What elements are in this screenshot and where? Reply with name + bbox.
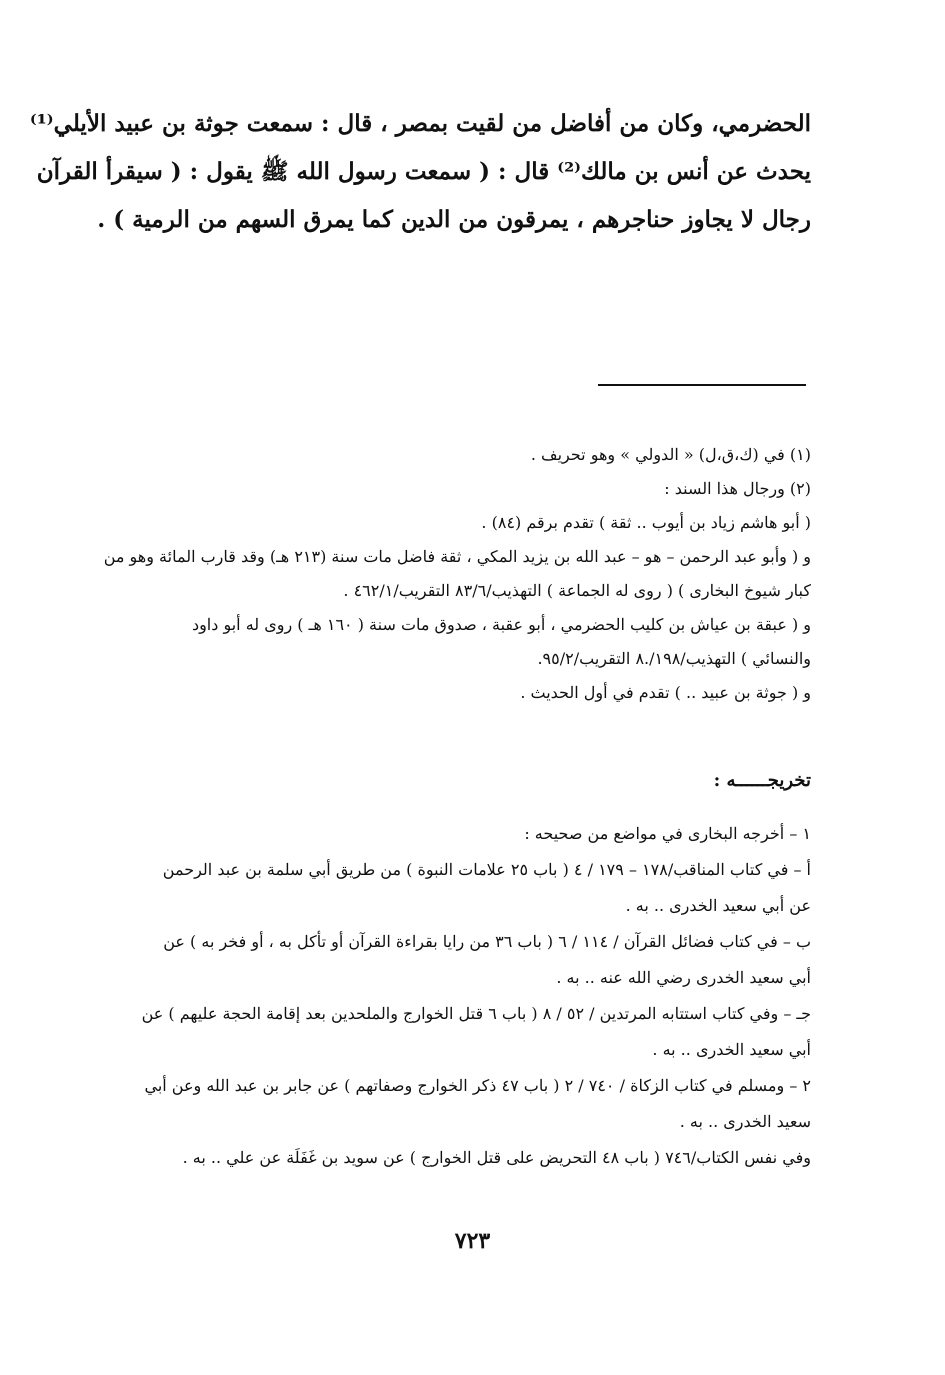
footnote-1: (١) في (ك،ق،ل) « الدولي » وهو تحريف . — [530, 445, 811, 464]
footnote-narrator: و ( جوثة بن عبيد .. ) تقدم في أول الحديث . — [520, 683, 811, 702]
main-line: يحدث عن أنس بن مالك⁽²⁾ قال : ( سمعت رسول الله ﷺ يقول : ( سيقرأ القرآن — [36, 158, 811, 185]
takhrij-line: عن أبي سعيد الخدرى .. به . — [625, 896, 811, 915]
takhrij-line: أبي سعيد الخدرى .. به . — [652, 1040, 811, 1059]
footnotes — [103, 438, 811, 710]
takhrij-line: وفي نفس الكتاب/٧٤٦ ( باب ٤٨ التحريض على قتل الخوارج ) عن سويد بن غَفَلَة عن علي .. به . — [182, 1148, 811, 1167]
takhrij-section — [121, 816, 811, 1176]
footnote-narrator: كبار شيوخ البخارى ) ( روى له الجماعة ) التهذيب/٨٣/٦ التقريب/٤٦٢/١ . — [343, 581, 811, 600]
takhrij-line: ١ – أخرجه البخارى في مواضع من صحيحه : — [524, 824, 811, 843]
takhrij-line: ب – في كتاب فضائل القرآن / ١١٤ / ٦ ( باب ٣٦ من رايا بقراءة القرآن أو تأكل به ، أو فخر به ) عن — [163, 932, 811, 951]
footnote-narrator: ( أبو هاشم زياد بن أيوب .. ثقة ) تقدم برقم (٨٤) . — [481, 513, 811, 532]
footnote-2: (٢) ورجال هذا السند : — [664, 479, 811, 498]
takhrij-line: ٢ – ومسلم في كتاب الزكاة / ٧٤٠ / ٢ ( باب ٤٧ ذكر الخوارج وصفاتهم ) عن جابر بن عبد الله وعن أبي — [144, 1076, 811, 1095]
main-text — [29, 100, 811, 244]
takhrij-line: أ – في كتاب المناقب/١٧٨ – ١٧٩ / ٤ ( باب ٢٥ علامات النبوة ) من طريق أبي سلمة بن عبد الرحمن — [162, 860, 811, 879]
main-line: رجال لا يجاوز حناجرهم ، يمرقون من الدين كما يمرق السهم من الرمية ) . — [97, 206, 811, 233]
footnote-narrator: والنسائي ) التهذيب/١٩٨/.٨ التقريب/٩٥/٢. — [537, 649, 811, 668]
footnote-narrator: و ( وأبو عبد الرحمن – هو – عبد الله بن يزيد المكي ، ثقة فاضل مات سنة (٢١٣ هـ) وقد قارب المائة وهو من — [103, 547, 811, 566]
takhrij-heading: تخريجــــــه : — [713, 770, 811, 791]
takhrij-line: أبي سعيد الخدرى رضي الله عنه .. به . — [556, 968, 811, 987]
takhrij-line: سعيد الخدرى .. به . — [679, 1112, 811, 1131]
page-number: ٧٢٣ — [454, 1228, 491, 1254]
footnote-narrator: و ( عبقة بن عياش بن كليب الحضرمي ، أبو عقبة ، صدوق مات سنة ( ١٦٠ هـ ) روى له أبو داود — [191, 615, 811, 634]
footnote-separator — [598, 384, 806, 386]
takhrij-line: جـ – وفي كتاب استتابه المرتدين / ٥٢ / ٨ ( باب ٦ قتل الخوارج والملحدين بعد إقامة الحجة عليهم ) عن — [141, 1004, 811, 1023]
main-line: الحضرمي، وكان من أفاضل من لقيت بمصر ، قال : سمعت جوثة بن عبيد الأيلي⁽¹⁾ — [29, 110, 811, 137]
